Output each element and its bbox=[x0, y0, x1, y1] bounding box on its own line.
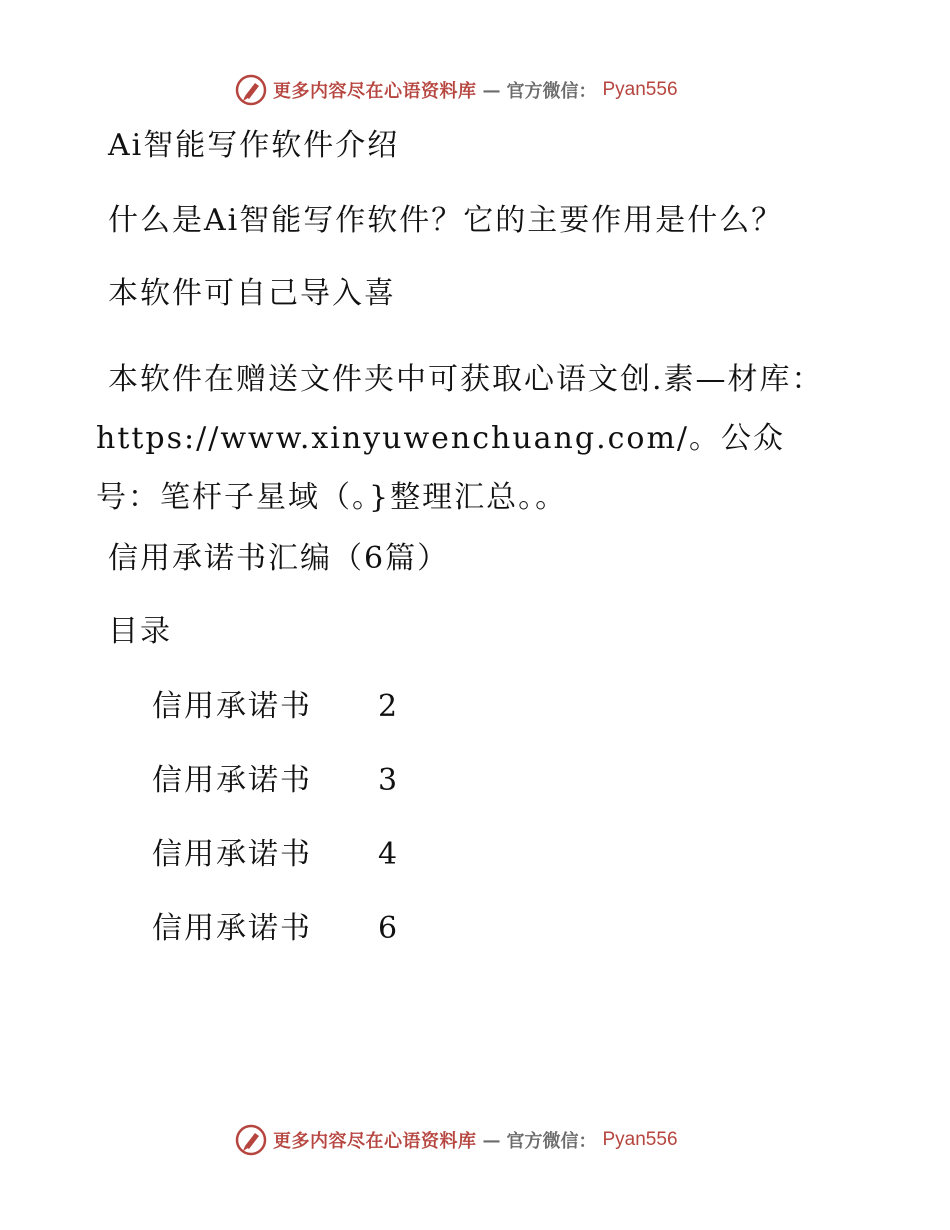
compilation-title: 信用承诺书汇编（6篇） bbox=[108, 541, 450, 576]
toc-entry-title: 信用承诺书 bbox=[152, 763, 312, 798]
pen-logo-icon bbox=[235, 74, 267, 106]
banner-wechat-id: Pyan556 bbox=[602, 79, 678, 100]
banner-dash: — bbox=[482, 79, 501, 101]
source-paragraph: 本软件在赠送文件夹中可获取心语文创.素—材库：https://www.xinyuwenchuang.com/。公众号：笔杆子星域（。}整理汇总。。 bbox=[96, 362, 824, 515]
toc-entry bbox=[152, 837, 412, 873]
toc-entry-title: 信用承诺书 bbox=[152, 689, 312, 724]
import-line: 本软件可自己导入喜 bbox=[108, 276, 396, 311]
question-line: 什么是Ai智能写作软件？它的主要作用是什么？ bbox=[108, 203, 784, 238]
toc-entry-page: 4 bbox=[378, 837, 400, 872]
toc-entry-page: 6 bbox=[378, 911, 400, 946]
toc-entry bbox=[152, 763, 412, 799]
toc-entry bbox=[152, 911, 412, 947]
toc-entry-page: 3 bbox=[378, 763, 400, 798]
toc-entry-page: 2 bbox=[378, 689, 400, 724]
footer-dash: — bbox=[482, 1129, 501, 1151]
toc-entry bbox=[152, 689, 412, 725]
toc-heading: 目录 bbox=[108, 614, 172, 649]
pen-logo-icon bbox=[235, 1124, 267, 1156]
header-banner bbox=[235, 72, 678, 108]
banner-main-text: 更多内容尽在心语资料库 bbox=[273, 81, 477, 102]
footer-main-text: 更多内容尽在心语资料库 bbox=[273, 1131, 477, 1152]
banner-official-text: 官方微信： bbox=[506, 81, 597, 102]
footer-wechat-id: Pyan556 bbox=[602, 1129, 678, 1150]
toc-entry-title: 信用承诺书 bbox=[152, 837, 312, 872]
document-title: Ai智能写作软件介绍 bbox=[108, 128, 400, 163]
footer-banner bbox=[235, 1122, 678, 1158]
toc-entry-title: 信用承诺书 bbox=[152, 911, 312, 946]
footer-official-text: 官方微信： bbox=[506, 1131, 597, 1152]
